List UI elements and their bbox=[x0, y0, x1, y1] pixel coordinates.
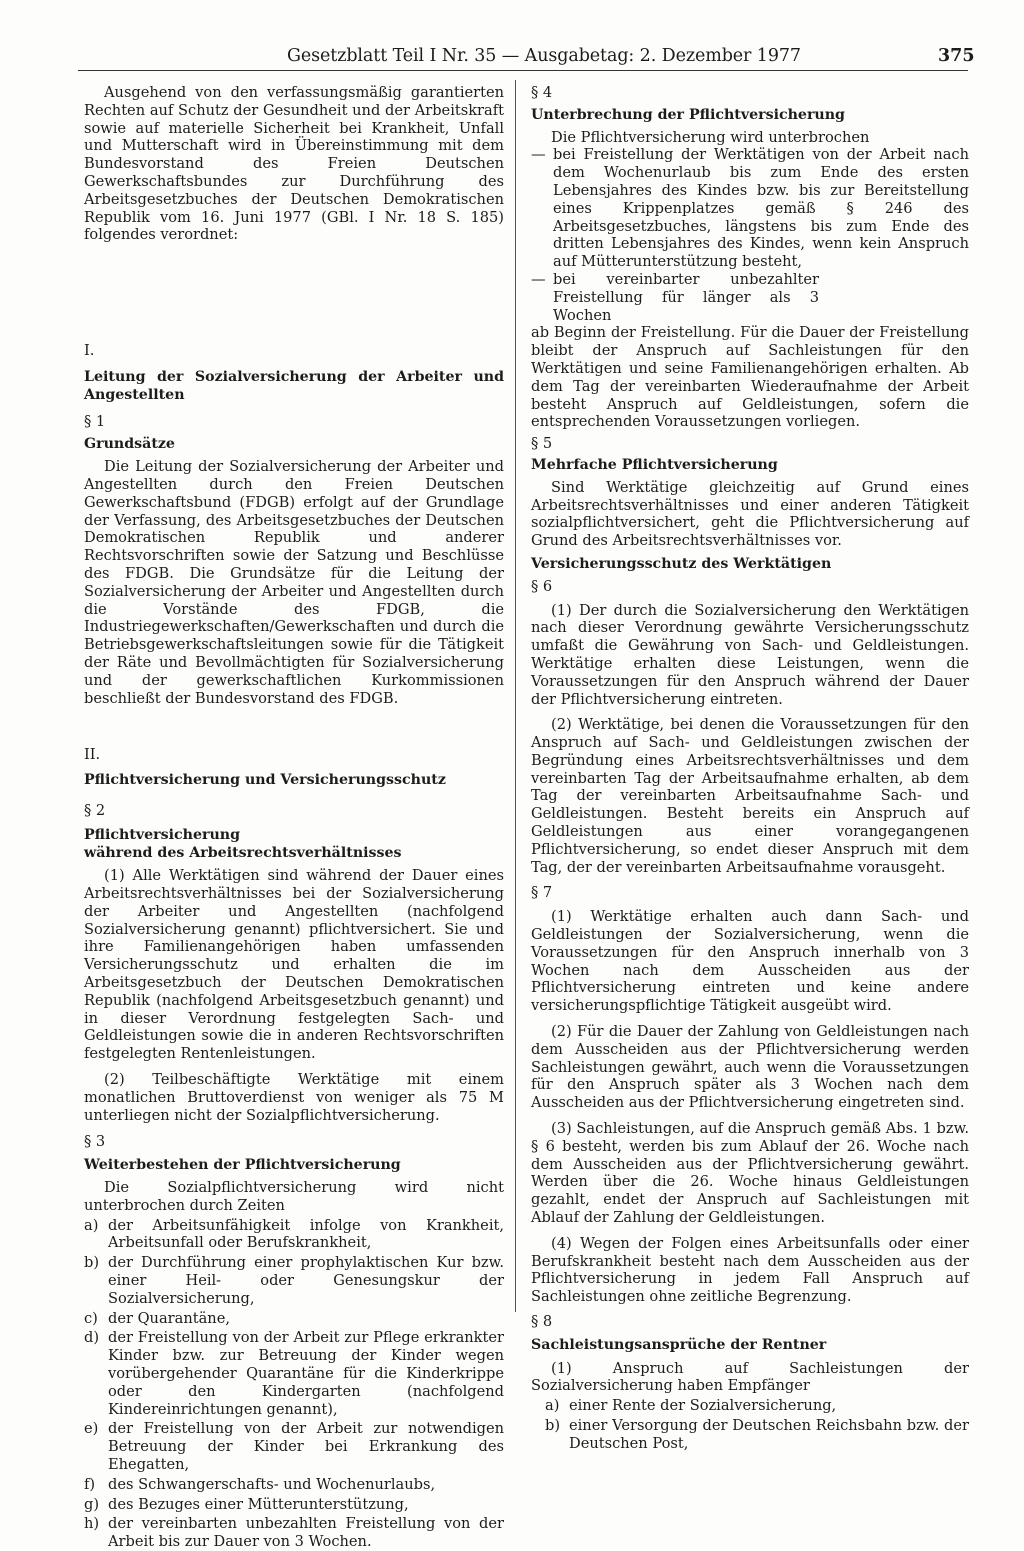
list-item bbox=[531, 1397, 969, 1415]
list-item-text: der vereinbarten unbezahlten Freistellung von der Arbeit bis zur Dauer von 3 Wochen. bbox=[108, 1515, 504, 1551]
section-title: Mehrfache Pflichtversicherung bbox=[531, 456, 778, 473]
paragraph: (2) Teilbeschäftigte Werktätige mit einem monatlichen Bruttoverdienst von weniger als 75 M unterliegen nicht der Sozialpflichtversicherung. bbox=[84, 1071, 504, 1124]
page-number: 375 bbox=[938, 46, 975, 66]
list-item-text: bei Freistellung der Werktätigen von der Arbeit nach dem Wochenurlaub bis zum Ende des ersten Lebensjahres des Kindes bzw. bis zur Bereitstellung eines Krippenplatzes gemäß § 246 des Arbeitsgesetzbuches, längstens bis zum Ende des dritten Lebensjahres des Kindes, wenn kein Anspruch auf Mütterunterstützung besteht, bbox=[553, 146, 969, 271]
list-item-label: — bbox=[531, 270, 546, 288]
paragraph: (2) Für die Dauer der Zahlung von Geldleistungen nach dem Ausscheiden aus der Pflichtversicherung werden Sachleistungen gewährt, auch wenn die Voraussetzungen für den Anspruch später als 3 Wochen nach dem Ausscheiden aus der Pflichtversicherung eingetreten sind. bbox=[531, 1023, 969, 1112]
section-number: § 8 bbox=[531, 1313, 553, 1330]
list-item-text: einer Rente der Sozialversicherung, bbox=[569, 1397, 837, 1415]
list-item bbox=[84, 1476, 504, 1494]
list-item-text: bei vereinbarter unbezahlter Freistellung für länger als 3 Wochen bbox=[553, 270, 819, 324]
list-item-label: g) bbox=[84, 1495, 100, 1513]
list-item-text: der Durchführung einer prophylaktischen Kur bzw. einer Heil- oder Genesungskur der Sozialversicherung, bbox=[108, 1254, 504, 1307]
page-header bbox=[0, 42, 1024, 70]
part-number: II. bbox=[84, 746, 101, 764]
list-item-label: h) bbox=[84, 1515, 100, 1533]
section-number: § 6 bbox=[531, 577, 553, 595]
list-item-text: der Freistellung von der Arbeit zur notwendigen Betreuung der Kinder bei Erkrankung des Ehegatten, bbox=[108, 1420, 504, 1473]
list-item bbox=[84, 1254, 504, 1307]
section-text: Sind Werktätige gleichzeitig auf Grund eines Arbeitsrechtsverhältnisses und einer anderen Tätigkeit sozialpflichtversichert, geht die Pflichtversicherung auf Grund des Arbeitsrechtsverhältnisses vor. bbox=[531, 478, 969, 550]
section-text: Die Pflichtversicherung wird unterbrochen bbox=[551, 128, 870, 146]
list-item-label: — bbox=[531, 146, 546, 164]
list-item-text: der Freistellung von der Arbeit zur Pflege erkrankter Kinder bzw. zur Betreuung der Kinder wegen vorübergehender Quarantäne für die Kinderkrippe oder den Kindergarten (nachfolgend Kindereinrichtungen genannt), bbox=[108, 1329, 504, 1418]
enumeration-list bbox=[84, 1217, 504, 1551]
part-number: I. bbox=[84, 342, 95, 360]
list-item bbox=[531, 271, 969, 324]
part-title: Pflichtversicherung und Versicherungsschutz bbox=[84, 772, 446, 789]
list-item-label: d) bbox=[84, 1329, 100, 1347]
paragraph: (1) Der durch die Sozialversicherung den Werktätigen nach dieser Verordnung gewährte Versicherungsschutz umfaßt die Gewährung von Sach- und Geldleistungen. Werktätige erhalten diese Leistungen, wenn die Voraussetzungen für den Anspruch während der Dauer der Pflichtversicherung eintreten. bbox=[531, 601, 969, 708]
list-item bbox=[84, 1420, 504, 1473]
section-number: § 4 bbox=[531, 84, 553, 101]
list-item-text: der Quarantäne, bbox=[108, 1309, 230, 1327]
right-column bbox=[531, 84, 969, 1453]
section-number: § 5 bbox=[531, 435, 553, 453]
list-item-text: der Arbeitsunfähigkeit infolge von Krankheit, Arbeitsunfall oder Berufskrankheit, bbox=[108, 1216, 504, 1252]
section-text: Die Leitung der Sozialversicherung der Arbeiter und Angestellten durch den Freien Deutschen Gewerkschaftsbund (FDGB) erfolgt auf der Grundlage der Verfassung, des Arbeitsgesetzbuches der Deutschen Demokratischen Republik und anderer Rechtsvorschriften sowie der Satzung und Beschlüsse des FDGB. Die Grundsätze für die Leitung der Sozialversicherung der Arbeiter und Angestellten durch die Vorstände des FDGB, die Industriegewerkschaften/Gewerkschaften und durch die Betriebsgewerkschaftsleitungen sowie für die Tätigkeit der Räte und Bevollmächtigten für Sozialversicherung und der gewerkschaftlichen Kurkommissionen beschließt der Bundesvorstand des FDGB. bbox=[84, 458, 504, 707]
paragraph: (1) Alle Werktätigen sind während der Dauer eines Arbeitsrechtsverhältnisses bei der Sozialversicherung der Arbeiter und Angestellten (nachfolgend Sozialversicherung genannt) pflichtversichert. Sie und ihre Familienangehörigen haben umfassenden Versicherungsschutz und erhalten die im Arbeitsgesetzbuch der Deutschen Demokratischen Republik (nachfolgend Arbeitsgesetzbuch genannt) und in dieser Verordnung festgelegten Sach- und Geldleistungen sowie die in anderen Rechtsvorschriften festgelegten Rentenleistungen. bbox=[84, 867, 504, 1063]
paragraph: (4) Wegen der Folgen eines Arbeitsunfalls oder einer Berufskrankheit besteht nach dem Ausscheiden aus der Pflichtversicherung in jedem Fall Anspruch auf Sachleistungen ohne zeitliche Begrenzung. bbox=[531, 1234, 969, 1306]
header-title: Gesetzblatt Teil I Nr. 35 — Ausgabetag: 2. Dezember 1977 bbox=[287, 46, 801, 66]
left-column bbox=[84, 84, 504, 1551]
list-item-label: c) bbox=[84, 1309, 98, 1327]
section-text: Die Sozialpflichtversicherung wird nicht unterbrochen durch Zeiten bbox=[84, 1179, 504, 1214]
column-divider bbox=[515, 80, 516, 1312]
section-title: Pflichtversicherung bbox=[84, 826, 241, 843]
section-title: Sachleistungsansprüche der Rentner bbox=[531, 1336, 827, 1353]
section-title: Unterbrechung der Pflichtversicherung bbox=[531, 106, 845, 123]
section-text: ab Beginn der Freistellung. Für die Dauer der Freistellung bleibt der Anspruch auf Sachleistungen für den Werktätigen und seine Familienangehörigen erhalten. Ab dem Tag der vereinbarten Wiederaufnahme der Arbeit besteht Anspruch auf Geldleistungen, sofern die entsprechenden Voraussetzungen vorliegen. bbox=[531, 324, 969, 431]
subheading: Versicherungsschutz des Werktätigen bbox=[531, 555, 832, 572]
list-item bbox=[84, 1310, 504, 1328]
part-title: Leitung der Sozialversicherung der Arbeiter und Angestellten bbox=[84, 368, 504, 403]
list-item-label: f) bbox=[84, 1475, 96, 1493]
section-title: Weiterbestehen der Pflichtversicherung bbox=[84, 1157, 401, 1174]
list-item bbox=[531, 146, 969, 271]
section-number: § 1 bbox=[84, 412, 106, 430]
list-item-text: einer Versorgung der Deutschen Reichsbahn bzw. der Deutschen Post, bbox=[569, 1416, 969, 1452]
list-item-label: b) bbox=[84, 1254, 100, 1272]
preamble: Ausgehend von den verfassungsmäßig garantierten Rechten auf Schutz der Gesundheit und der Arbeitskraft sowie auf materielle Sicherheit bei Krankheit, Unfall und Mutterschaft wird in Übereinstimmung mit dem Bundesvorstand des Freien Deutschen Gewerkschaftsbundes zur Durchführung des Arbeitsgesetzbuches der Deutschen Demokratischen Republik vom 16. Juni 1977 (GBl. I Nr. 18 S. 185) folgendes verordnet: bbox=[84, 84, 504, 244]
list-item-label: e) bbox=[84, 1420, 99, 1438]
list-item bbox=[84, 1329, 504, 1418]
section-title: Grundsätze bbox=[84, 436, 175, 453]
list-item-text: des Schwangerschafts- und Wochenurlaubs, bbox=[108, 1475, 436, 1493]
section-title: während des Arbeitsrechtsverhältnisses bbox=[84, 844, 402, 861]
paragraph: (2) Werktätige, bei denen die Voraussetzungen für den Anspruch auf Sach- und Geldleistungen zwischen der Begründung eines Arbeitsrechtsverhältnisses und dem vereinbarten Tag der Arbeitsaufnahme erhalten, ab dem Tag der vereinbarten Arbeitsaufnahme Sach- und Geldleistungen. Besteht bereits ein Anspruch auf Geldleistungen aus einer vorangegangenen Pflichtversicherung, so endet dieser Anspruch mit dem Tag, der der vereinbarten Arbeitsaufnahme vorausgeht. bbox=[531, 716, 969, 876]
list-item-text: des Bezuges einer Mütterunterstützung, bbox=[108, 1495, 409, 1513]
paragraph: (1) Werktätige erhalten auch dann Sach- und Geldleistungen der Sozialversicherung, wenn die Voraussetzungen für den Anspruch innerhalb von 3 Wochen nach dem Ausscheiden aus der Pflichtversicherung eintreten und keine andere versicherungspflichtige Tätigkeit ausgeübt wird. bbox=[531, 908, 969, 1015]
list-item-label: a) bbox=[545, 1397, 560, 1415]
list-item bbox=[84, 1515, 504, 1551]
header-rule bbox=[78, 70, 968, 71]
list-item bbox=[531, 1417, 969, 1453]
paragraph: (3) Sachleistungen, auf die Anspruch gemäß Abs. 1 bzw. § 6 besteht, werden bis zum Ablauf der 26. Woche nach dem Ausscheiden aus der Pflichtversicherung gewährt. Werden über die 26. Woche hinaus Geldleistungen gezahlt, endet der Anspruch auf Sachleistungen mit Ablauf der Zahlung der Geldleistungen. bbox=[531, 1120, 969, 1227]
section-number: § 2 bbox=[84, 801, 106, 819]
list-item bbox=[84, 1217, 504, 1253]
section-number: § 3 bbox=[84, 1133, 106, 1151]
list-item-label: a) bbox=[84, 1216, 99, 1234]
paragraph: (1) Anspruch auf Sachleistungen der Sozialversicherung haben Empfänger bbox=[531, 1359, 969, 1395]
section-number: § 7 bbox=[531, 884, 553, 902]
list-item bbox=[84, 1496, 504, 1514]
list-item-label: b) bbox=[545, 1416, 561, 1434]
